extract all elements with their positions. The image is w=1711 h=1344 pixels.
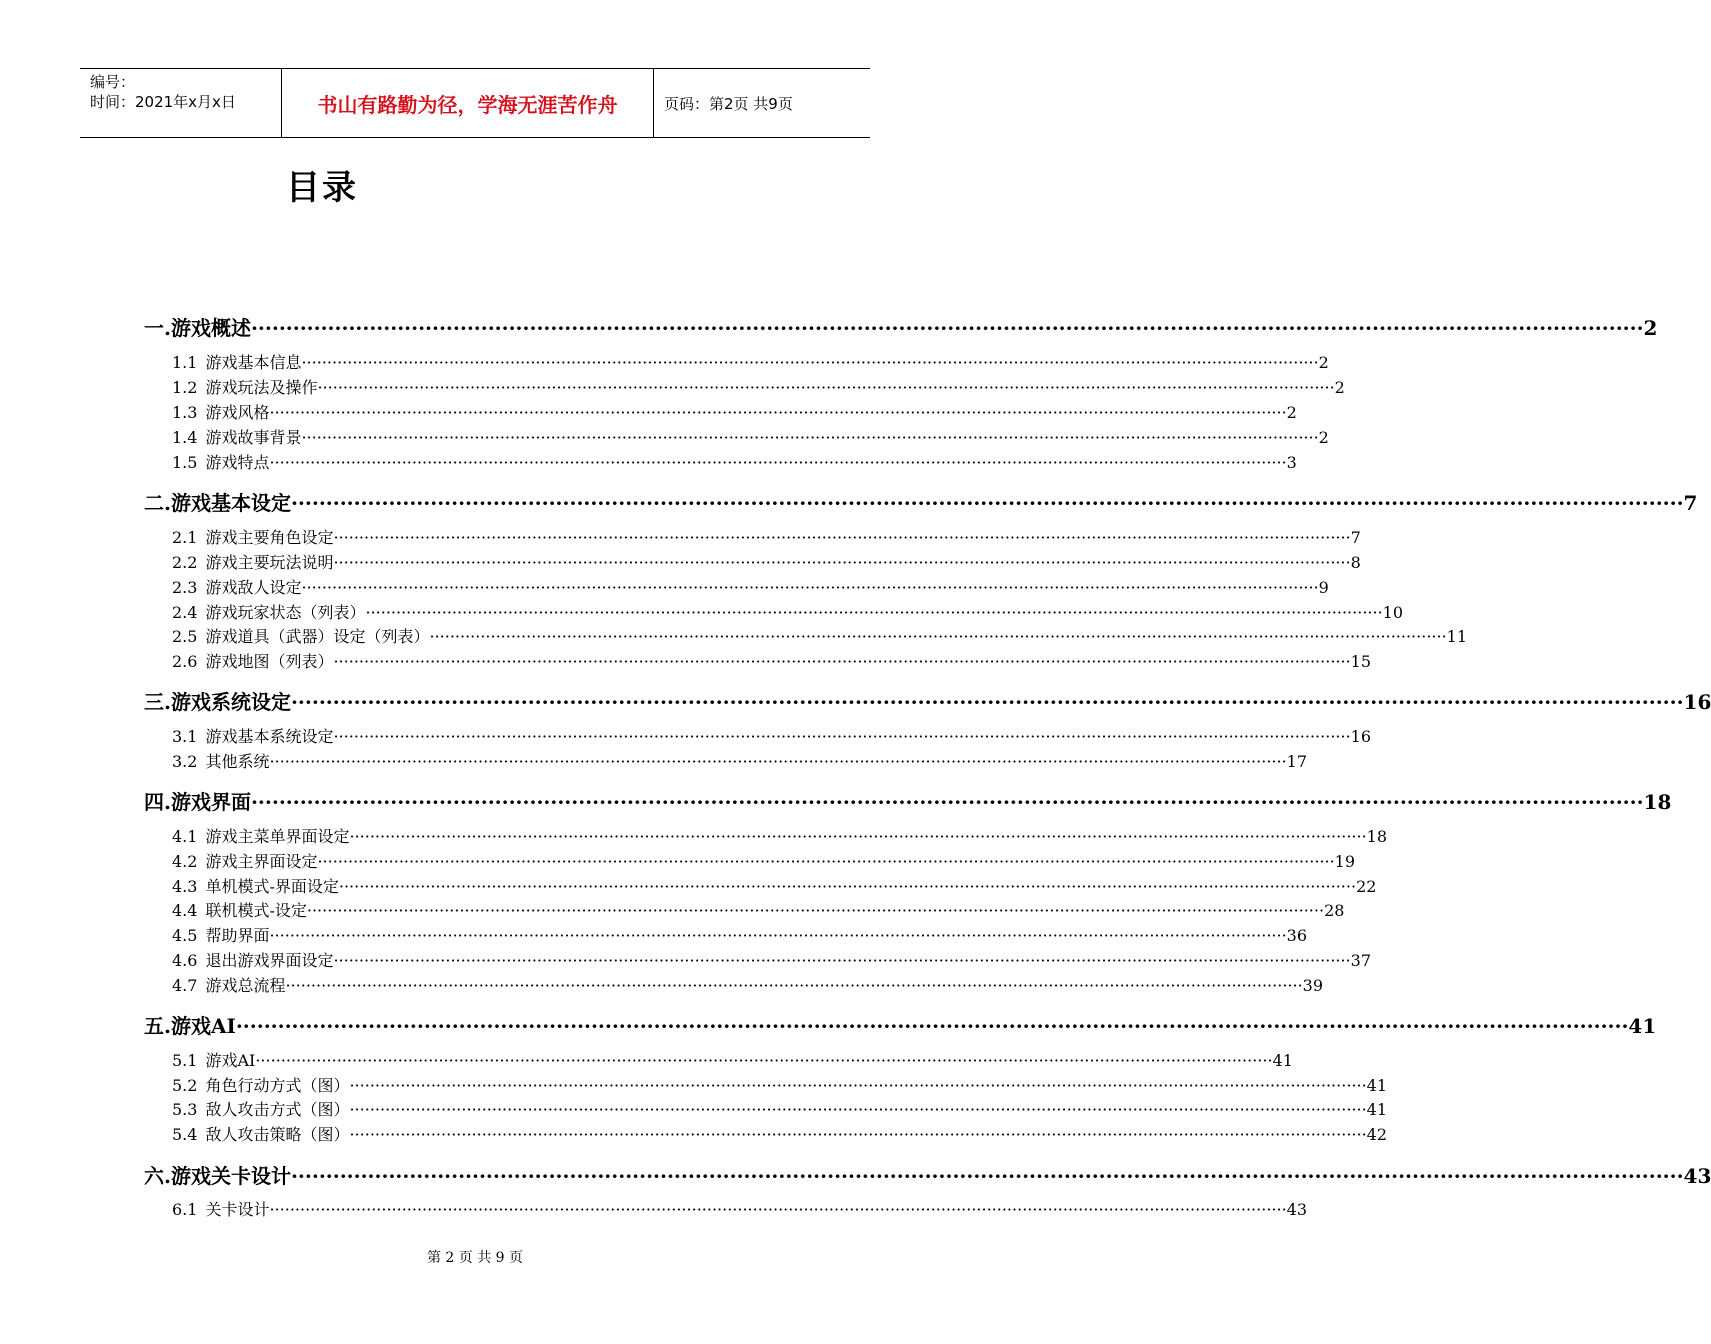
toc-section[interactable] [172,749,1308,771]
toc-title: 游戏AI [170,1014,236,1038]
toc-title: 游戏概述 [170,316,251,340]
toc-leader-dots: ········································································································································································································ [333,727,1351,746]
toc-leader-dots: ········································································································································································································ [290,491,1684,515]
toc-page-number: 18 [1366,827,1388,846]
toc-page-number: 42 [1366,1125,1388,1144]
toc-title: 游戏主界面设定 [205,852,318,871]
toc-title: 角色行动方式（图） [205,1076,350,1095]
toc-section[interactable] [172,1122,1388,1144]
toc-chapter[interactable] [144,487,1698,515]
toc-page-number: 8 [1350,553,1361,572]
toc-page-number: 41 [1272,1051,1293,1070]
toc-leader-dots: ········································································································································································································ [349,1100,1367,1119]
header-page-info: 页码：第2页 共9页 [664,94,793,113]
toc-title: 游戏界面 [170,790,251,814]
toc-leader-dots: ········································································································································································································ [317,378,1335,397]
toc-number: 3.1 [172,727,198,746]
toc-leader-dots: ········································································································································································································ [429,627,1447,646]
toc-leader-dots: ········································································································································································································ [255,1051,1273,1070]
toc-page-number: 18 [1643,790,1672,814]
toc-number: 1.2 [172,378,198,397]
toc-leader-dots: ········································································································································································································ [301,353,1319,372]
header-left-cell [80,69,282,137]
toc-title: 游戏系统设定 [170,690,291,714]
toc-chapter[interactable] [144,312,1658,340]
toc-leader-dots: ········································································································································································································ [290,690,1684,714]
toc-title: 游戏基本系统设定 [205,727,334,746]
toc-title: 游戏主要角色设定 [205,528,334,547]
toc-page-number: 17 [1286,752,1308,771]
toc-page-number: 10 [1382,603,1404,622]
toc-page-number: 22 [1356,877,1377,896]
toc-title: 游戏特点 [205,453,270,472]
toc-leader-dots: ········································································································································································································ [285,976,1303,995]
toc-page-number: 2 [1318,428,1329,447]
toc-section[interactable] [172,600,1404,622]
toc-leader-dots: ········································································································································································································ [290,1164,1684,1188]
toc-number: 6.1 [172,1200,198,1219]
toc-page-number: 41 [1366,1076,1388,1095]
toc-title: 其他系统 [205,752,270,771]
toc-section[interactable] [172,824,1388,846]
toc-number: 1.1 [172,353,198,372]
toc-number: 1.4 [172,428,198,447]
toc-page-number: 16 [1683,690,1711,714]
toc-section[interactable] [172,1048,1293,1070]
toc-page-number: 41 [1366,1100,1388,1119]
toc-title: 游戏玩法及操作 [205,378,318,397]
toc-leader-dots: ········································································································································································································ [301,428,1319,447]
toc-number: 4.2 [172,852,198,871]
page-footer: 第 2 页 共 9 页 [426,1250,524,1266]
toc-title: 游戏基本设定 [170,491,291,515]
toc-section[interactable] [172,550,1361,572]
toc-title: 游戏总流程 [205,976,286,995]
toc-leader-dots: ········································································································································································································ [250,316,1644,340]
toc-number: 5.1 [172,1051,198,1070]
toc-chapter[interactable] [144,686,1711,714]
toc-title: 游戏关卡设计 [170,1164,291,1188]
toc-title: 游戏基本信息 [205,353,302,372]
toc-leader-dots: ········································································································································································································ [349,1125,1367,1144]
toc-title: 游戏故事背景 [205,428,302,447]
toc-number: 六. [144,1164,171,1188]
toc-title: 游戏主菜单界面设定 [205,827,350,846]
toc-leader-dots: ········································································································································································································ [306,901,1325,920]
toc-page-number: 37 [1350,951,1372,970]
toc-number: 1.3 [172,403,198,422]
toc-title: 游戏敌人设定 [205,578,302,597]
toc-title: 敌人攻击方式（图） [205,1100,350,1119]
toc-number: 2.4 [172,603,198,622]
toc-number: 3.2 [172,752,198,771]
toc-number: 2.2 [172,553,198,572]
toc-title: 游戏地图（列表） [205,652,334,671]
toc-leader-dots: ········································································································································································································ [269,926,1287,945]
toc-section[interactable] [172,525,1361,547]
toc-number: 4.6 [172,951,198,970]
toc-title: 联机模式-设定 [205,901,307,920]
toc-title: 游戏风格 [205,403,270,422]
toc-page-number: 3 [1286,453,1297,472]
toc-number: 4.7 [172,976,198,995]
toc-number: 2.1 [172,528,198,547]
toc-section[interactable] [172,1097,1388,1119]
toc-number: 4.5 [172,926,198,945]
toc-section[interactable] [172,973,1324,995]
toc-page-number: 7 [1683,491,1698,515]
toc-title: 游戏主要玩法说明 [205,553,334,572]
toc-page-number: 16 [1350,727,1372,746]
toc-leader-dots: ········································································································································································································ [301,578,1319,597]
toc-page-number: 2 [1286,403,1297,422]
toc-leader-dots: ········································································································································································································ [269,453,1287,472]
toc-number: 2.5 [172,627,198,646]
toc-leader-dots: ········································································································································································································ [349,827,1367,846]
toc-section[interactable] [172,874,1377,896]
toc-number: 5.2 [172,1076,198,1095]
toc-page-number: 2 [1334,378,1345,397]
toc-chapter[interactable] [144,1010,1657,1038]
toc-page-number: 15 [1350,652,1372,671]
toc-page-number: 43 [1683,1164,1711,1188]
toc-page-number: 11 [1446,627,1468,646]
toc-leader-dots: ········································································································································································································ [333,951,1351,970]
toc-page-number: 9 [1318,578,1329,597]
toc-number: 一. [144,316,171,340]
toc-leader-dots: ········································································································································································································ [333,652,1351,671]
toc-leader-dots: ········································································································································································································ [333,528,1351,547]
toc-page-number: 19 [1334,852,1356,871]
header-motto: 书山有路勤为径，学海无涯苦作舟 [282,69,654,137]
toc-title: 游戏AI [205,1051,256,1070]
toc-page-number: 36 [1286,926,1308,945]
toc-section[interactable] [172,849,1356,871]
toc-number: 4.3 [172,877,198,896]
toc-title: 游戏道具（武器）设定（列表） [205,627,430,646]
toc-title: 帮助界面 [205,926,270,945]
page-title: 目录 [286,168,358,208]
toc-leader-dots: ········································································································································································································ [349,1076,1367,1095]
toc-number: 4.1 [172,827,198,846]
toc-page-number: 2 [1318,353,1329,372]
toc-leader-dots: ········································································································································································································ [235,1014,1629,1038]
toc-number: 4.4 [172,901,198,920]
toc-page-number: 7 [1350,528,1361,547]
toc-number: 1.5 [172,453,198,472]
toc-leader-dots: ········································································································································································································ [269,403,1287,422]
toc-section[interactable] [172,375,1345,397]
toc-title: 游戏玩家状态（列表） [205,603,366,622]
toc-leader-dots: ········································································································································································································ [269,1200,1287,1219]
toc-page-number: 39 [1302,976,1324,995]
toc-leader-dots: ········································································································································································································ [333,553,1351,572]
toc-section[interactable] [172,425,1329,447]
toc-number: 二. [144,491,171,515]
toc-section[interactable] [172,724,1372,746]
serial-label: 编号： [90,73,136,91]
toc-section[interactable] [172,450,1297,472]
toc-section[interactable] [172,575,1329,597]
time-label: 时间：2021年x月x日 [90,93,236,111]
toc-title: 单机模式-界面设定 [205,877,339,896]
toc-number: 三. [144,690,171,714]
toc-title: 退出游戏界面设定 [205,951,334,970]
page-header [80,68,870,138]
toc-section[interactable] [172,350,1329,372]
toc-page-number: 28 [1324,901,1345,920]
toc-section[interactable] [172,1073,1388,1095]
toc-section[interactable] [172,649,1372,671]
toc-number: 四. [144,790,171,814]
toc-title: 关卡设计 [205,1200,270,1219]
toc-section[interactable] [172,400,1297,422]
toc-title: 敌人攻击策略（图） [205,1125,350,1144]
toc-number: 5.3 [172,1100,198,1119]
toc-leader-dots: ········································································································································································································ [250,790,1644,814]
toc-chapter[interactable] [144,1160,1711,1188]
toc-chapter[interactable] [144,786,1672,814]
toc-leader-dots: ········································································································································································································ [338,877,1357,896]
toc-leader-dots: ········································································································································································································ [365,603,1383,622]
toc-page-number: 41 [1628,1014,1657,1038]
toc-section[interactable] [172,898,1345,920]
toc-number: 5.4 [172,1125,198,1144]
toc-number: 2.6 [172,652,198,671]
toc-leader-dots: ········································································································································································································ [317,852,1335,871]
toc-page-number: 2 [1643,316,1658,340]
toc-number: 五. [144,1014,171,1038]
toc-section[interactable] [172,923,1308,945]
toc-section[interactable] [172,1197,1308,1219]
toc-number: 2.3 [172,578,198,597]
toc-section[interactable] [172,948,1372,970]
toc-leader-dots: ········································································································································································································ [269,752,1287,771]
toc-page-number: 43 [1286,1200,1308,1219]
toc-section[interactable] [172,624,1468,646]
